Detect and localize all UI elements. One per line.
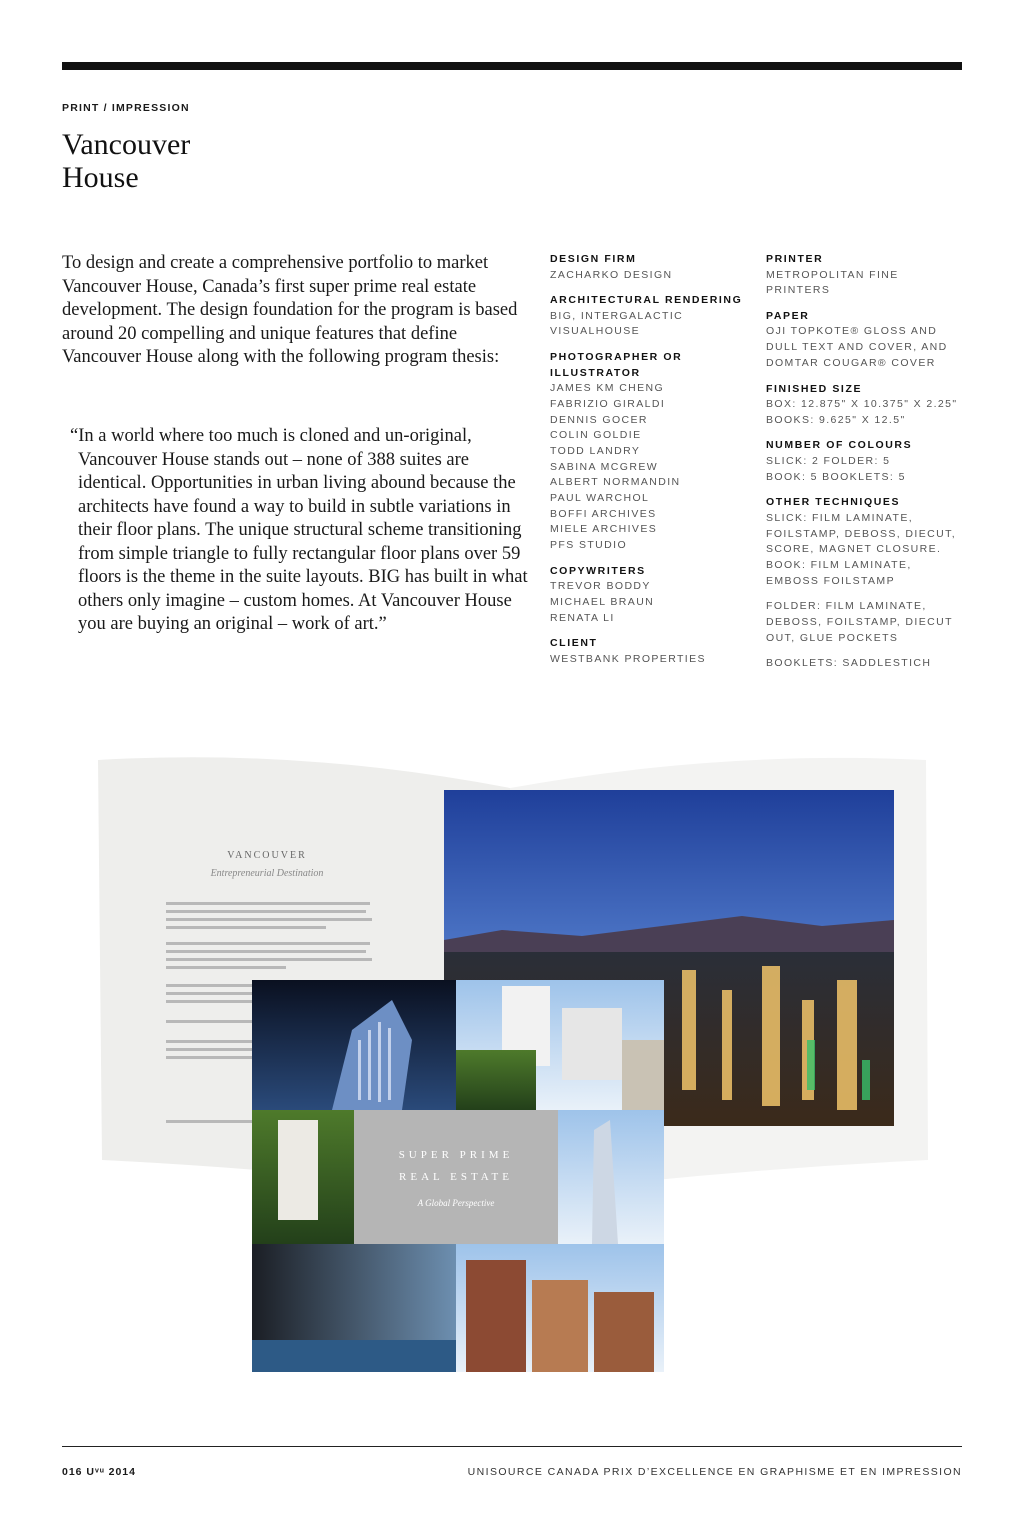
thesis-quote: [70, 425, 530, 637]
credit-value: ALBERT NORMANDIN: [550, 476, 681, 489]
credit-value: COLIN GOLDIE: [550, 429, 642, 442]
credit-block: [766, 438, 966, 485]
credit-value: FABRIZIO GIRALDI: [550, 397, 666, 410]
quote-text: “In a world where too much is cloned and un-original, Vancouver House stands out – none of 388 suites are identical. Opportunities in urban living abound because the architects have found a way to build in subtle variations in their floor plans. The unique structural scheme transitioning from simple triangle to fully rectangular floor plans over 59 floors is the theme in the suite layouts. BIG has built in what others only imagine – custom homes. At Vancouver House you are buying an original – work of art.”: [70, 426, 528, 634]
credit-value: MICHAEL BRAUN: [550, 596, 655, 609]
credit-label: PRINTER: [766, 253, 824, 265]
credit-label: PHOTOGRAPHER OR ILLUSTRATOR: [550, 351, 683, 379]
credit-value: BOOK: 5 BOOKLETS: 5: [766, 470, 906, 483]
credit-value: SLICK: 2 FOLDER: 5: [766, 454, 891, 467]
credit-block: [766, 309, 966, 372]
credits-column-right: [766, 252, 966, 682]
credit-label: DESIGN FIRM: [550, 253, 637, 265]
title-line: Vancouver: [62, 128, 191, 161]
intro-paragraph: To design and create a comprehensive portfolio to market Vancouver House, Canada’s first super prime real estate development. The design foundation for the program is based around 20 compelling and unique features that define Vancouver House along with the following program thesis:: [62, 253, 518, 367]
credit-label: FINISHED SIZE: [766, 382, 863, 395]
cover-line1: SUPER PRIME: [398, 1149, 514, 1161]
footer-publication: UNISOURCE CANADA PRIX D’EXCELLENCE EN GRAPHISME ET EN IMPRESSION: [467, 1466, 962, 1478]
credit-value: BOOKS: 9.625" X 12.5": [766, 413, 906, 426]
booklet-cover: [252, 980, 664, 1372]
credit-block: [550, 252, 755, 283]
credit-block: [550, 293, 755, 340]
credit-label: OTHER TECHNIQUES: [766, 496, 901, 509]
credit-label: CLIENT: [550, 637, 598, 650]
credit-value: ZACHARKO DESIGN: [550, 268, 673, 281]
page-title: [62, 128, 322, 194]
credit-block: [766, 495, 966, 589]
credit-label: NUMBER OF COLOURS: [766, 439, 913, 452]
credit-value: BOOK: FILM LAMINATE, EMBOSS FOILSTAMP: [766, 558, 912, 587]
credit-value: MIELE ARCHIVES: [550, 523, 658, 536]
credit-block: [550, 636, 755, 667]
credit-value: SABINA MCGREW: [550, 460, 659, 473]
credit-value: PFS STUDIO: [550, 539, 628, 552]
credit-block: [550, 350, 755, 554]
credit-label: PAPER: [766, 309, 810, 322]
portfolio-photo: [62, 740, 962, 1390]
cover-line3: A Global Perspective: [417, 1198, 495, 1208]
left-page-heading: VANCOUVER: [227, 850, 307, 861]
credit-value: DENNIS GOCER: [550, 413, 648, 426]
credit-value: SLICK: FILM LAMINATE, FOILSTAMP, DEBOSS, DIECUT, SCORE, MAGNET CLOSURE.: [766, 511, 957, 556]
credit-block: [550, 564, 755, 627]
credit-value: OJI TOPKOTE® GLOSS AND DULL TEXT AND COVER, AND DOMTAR COUGAR® COVER: [766, 325, 948, 369]
credit-value: VISUALHOUSE: [550, 325, 641, 338]
credit-value: JAMES KM CHENG: [550, 382, 665, 395]
credit-value: WESTBANK PROPERTIES: [550, 652, 706, 665]
credit-value: BOX: 12.875" X 10.375" X 2.25": [766, 398, 958, 411]
credit-value: PAUL WARCHOL: [550, 492, 650, 505]
credit-label: ARCHITECTURAL RENDERING: [550, 294, 743, 307]
credit-value: TREVOR BODDY: [550, 580, 651, 593]
credits-column-left: [550, 252, 755, 678]
credit-value: METROPOLITAN FINE PRINTERS: [766, 268, 899, 297]
credit-block: [766, 656, 966, 672]
section-label: PRINT / IMPRESSION: [62, 102, 190, 114]
cover-line2: REAL ESTATE: [399, 1171, 513, 1183]
top-rule: [62, 62, 962, 70]
footer-rule: [62, 1446, 962, 1447]
credit-block: [766, 252, 966, 299]
credit-value: BIG, INTERGALACTIC: [550, 309, 684, 322]
credit-value: BOFFI ARCHIVES: [550, 507, 657, 520]
credit-value: TODD LANDRY: [550, 444, 641, 457]
title-line: House: [62, 161, 139, 194]
credit-label: COPYWRITERS: [550, 564, 646, 577]
credit-value: RENATA LI: [550, 611, 615, 624]
credit-value: FOLDER: FILM LAMINATE, DEBOSS, FOILSTAMP, DIECUT OUT, GLUE POCKETS: [766, 600, 953, 644]
credit-block: [766, 382, 966, 429]
page-number: 016 Uᵛᵘ 2014: [62, 1466, 136, 1478]
credit-value: BOOKLETS: SADDLESTICH: [766, 657, 932, 670]
left-page-subheading: Entrepreneurial Destination: [210, 868, 324, 879]
credit-block: [766, 599, 966, 646]
